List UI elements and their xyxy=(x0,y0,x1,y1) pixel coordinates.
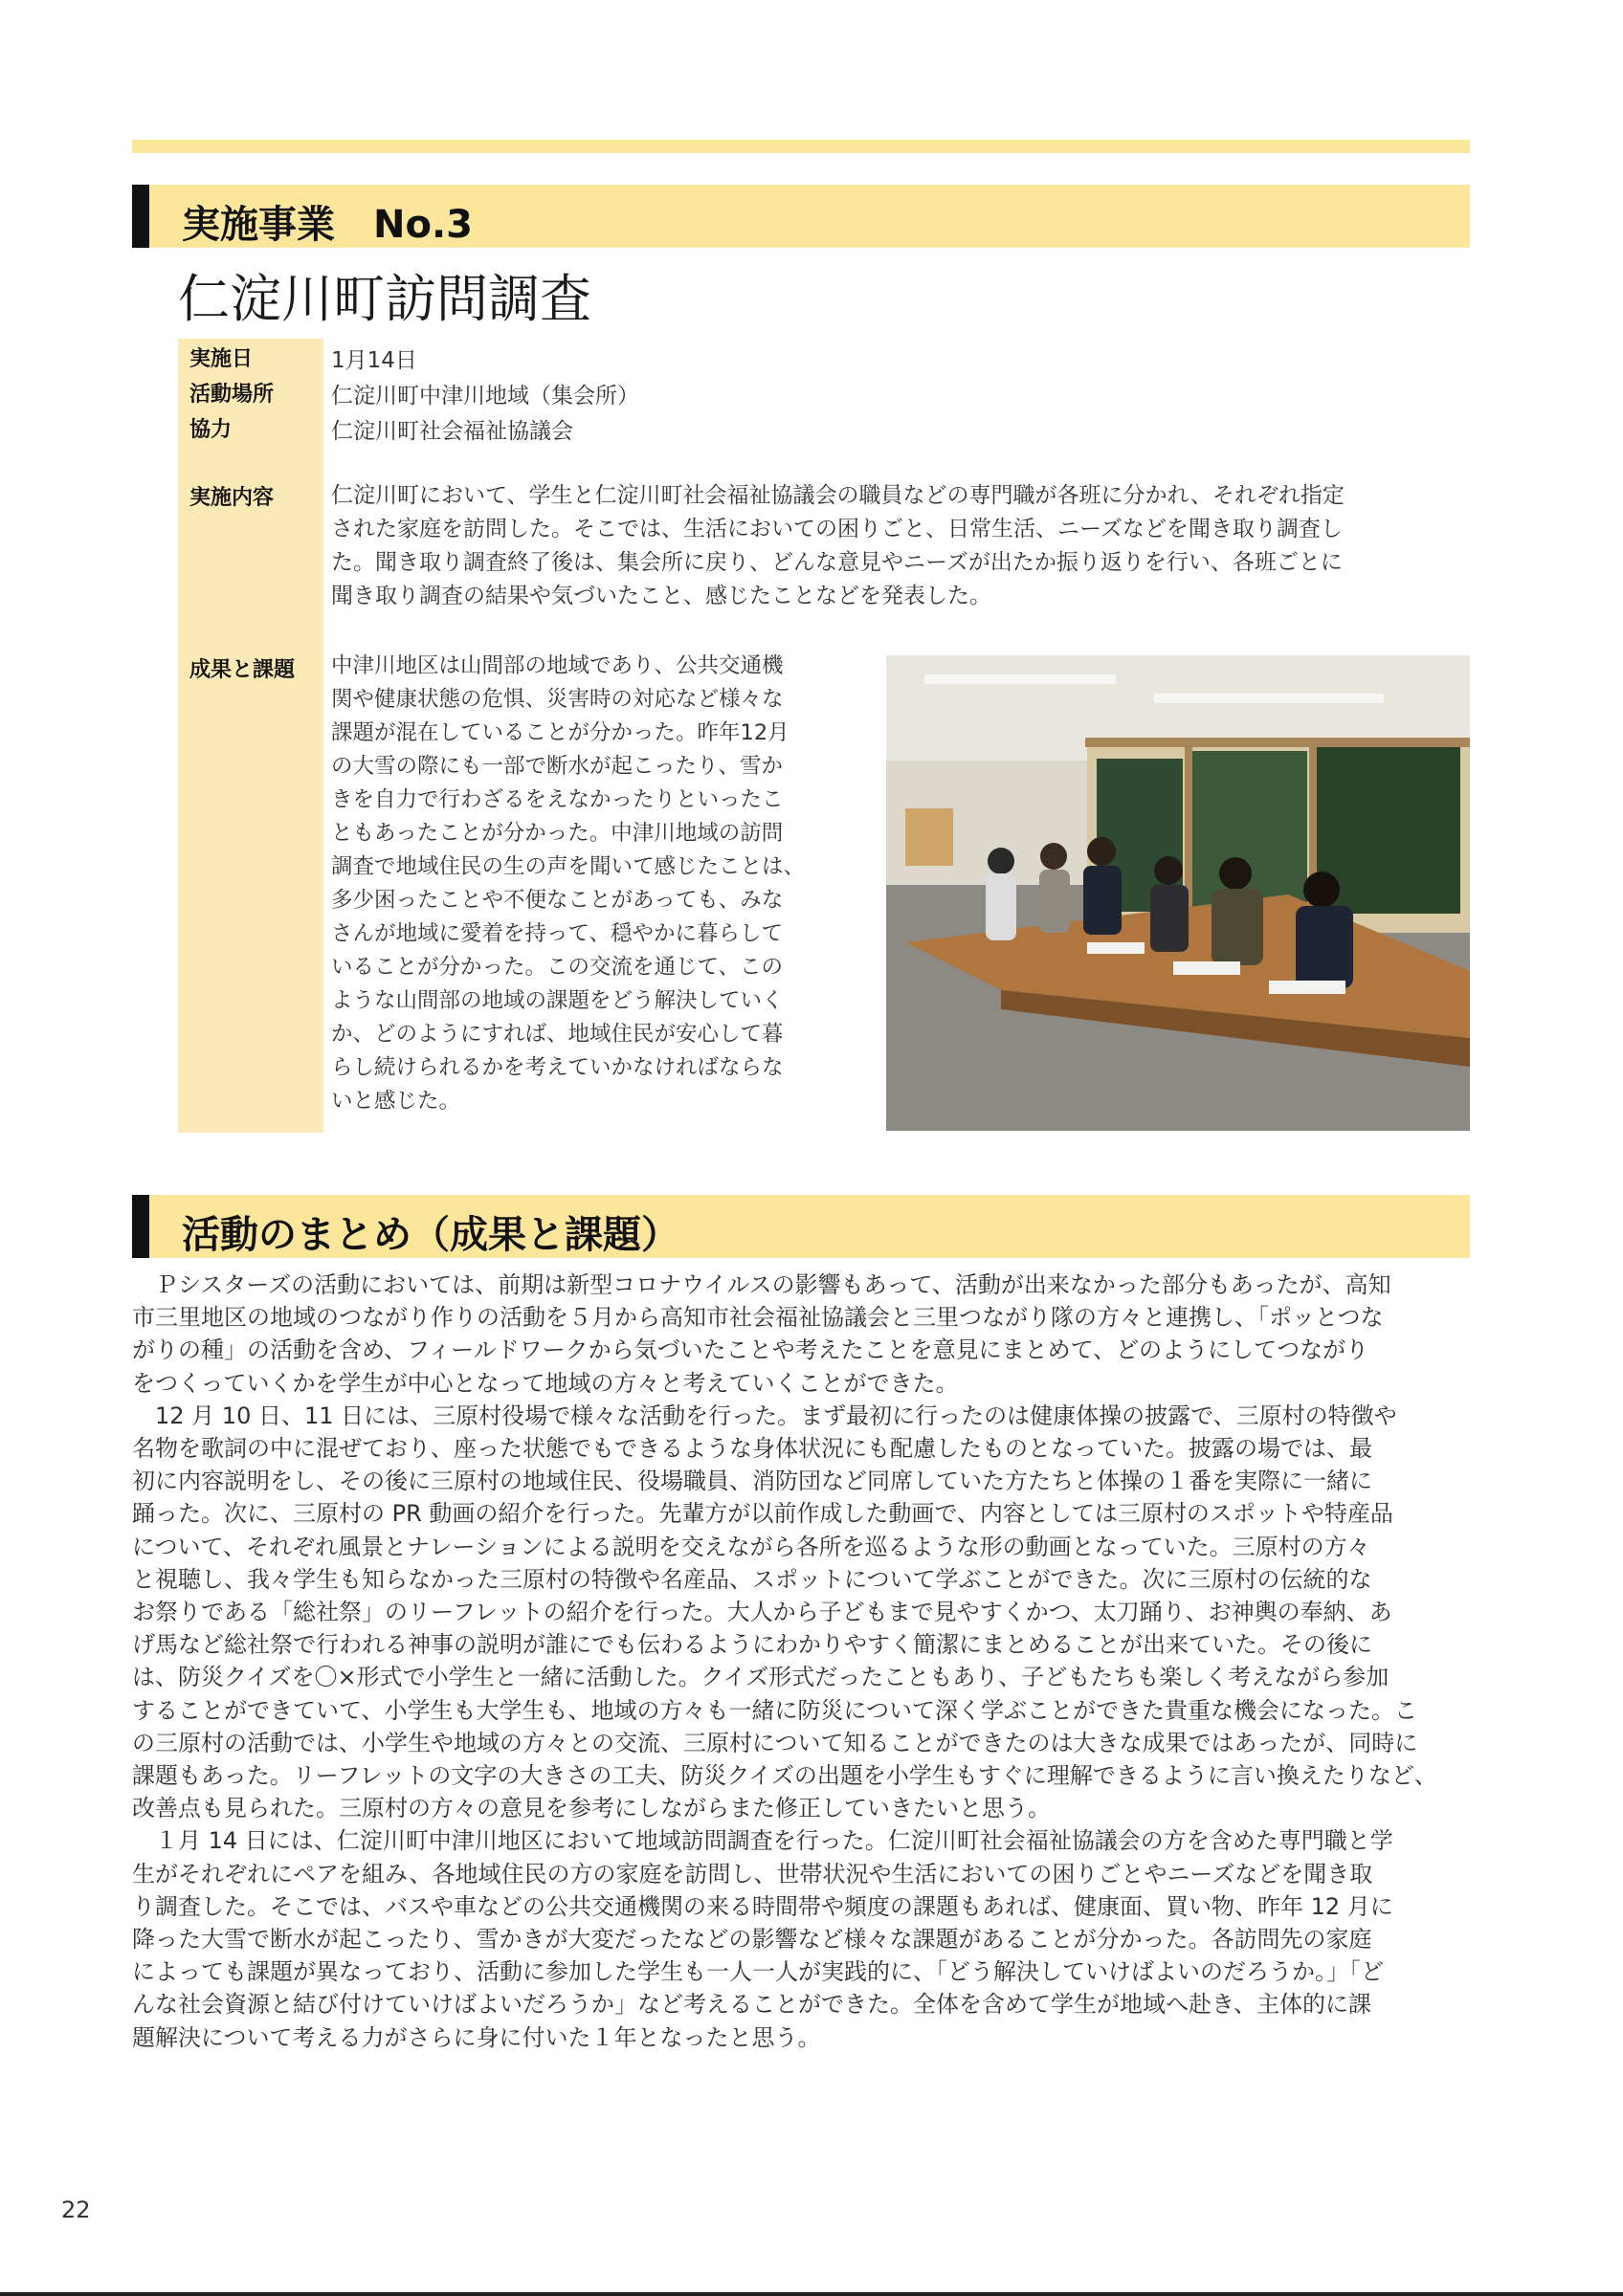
location-value: 仁淀川町中津川地域（集会所） xyxy=(331,384,639,408)
label-column xyxy=(178,339,323,1133)
activity-photo xyxy=(886,655,1470,1131)
location-label: 活動場所 xyxy=(189,383,275,407)
summary-heading: 活動のまとめ（成果と課題） xyxy=(182,1213,679,1257)
summary-heading-bar xyxy=(132,1195,1470,1258)
project-heading-bar xyxy=(132,185,1470,248)
bottom-rule xyxy=(0,2292,1623,2296)
date-value: 1月14日 xyxy=(331,348,417,373)
results-text: 中津川地区は山間部の地域であり、公共交通機 関や健康状態の危惧、災害時の対応など様々な 課題が混在していることが分かった。昨年12月 の大雪の際にも一部で断水が起こったり、雪か きを自力で行わざるをえなかったりといったこ ともあったことが分かった。中津川地域の訪問 調査で地域住民の生の声を聞いて感じたことは、 多少困ったことや不便なことがあっても、みな さんが地域に愛着を持って、穏やかに暮らして いることが分かった。この交流を通じて、この ような山間部の地域の課題をどう解決していく か、どのようにすれば、地域住民が安心して暮 らし続けられるかを考えていかなければならな いと感じた。 xyxy=(331,653,806,1114)
project-heading: 実施事業 No.3 xyxy=(182,203,473,247)
cooperation-label: 協力 xyxy=(189,418,233,442)
content-text: 仁淀川町において、学生と仁淀川町社会福祉協議会の職員などの専門職が各班に分かれ、それぞれ指定 された家庭を訪問した。そこでは、生活においての困りごと、日常生活、ニーズなどを聞き取り調査し た。聞き取り調査終了後は、集会所に戻り、どんな意見やニーズが出たか振り返りを行い、各班ごとに 聞き取り調査の結果や気づいたこと、感じたことなどを発表した。 xyxy=(331,483,1345,608)
results-label: 成果と課題 xyxy=(189,658,296,682)
project-title: 仁淀川町訪問調査 xyxy=(178,269,591,329)
summary-body: Ｐシスターズの活動においては、前期は新型コロナウイルスの影響もあって、活動が出来なかった部分もあったが、高知 市三里地区の地域のつながり作りの活動を５月から高知市社会福祉協議会と三里つながり隊の方々と連携し、「ポッとつな がりの種」の活動を含め、フィールドワークから気づいたことや考えたことを意見にまとめて、どのようにしてつながり をつくっていくかを学生が中心となって地域の方々と考えていくことができた。 12 月 10 日、11 日には、三原村役場で様々な活動を行った。まず最初に行ったのは健康体操の披露で、三原村の特徴や 名物を歌詞の中に混ぜており、座った状態でもできるような身体状況にも配慮したものとなっていた。披露の場では、最 初に内容説明をし、その後に三原村の地域住民、役場職員、消防団など同席していた方たちと体操の１番を実際に一緒に 踊った。次に、三原村の PR 動画の紹介を行った。先輩方が以前作成した動画で、内容としては三原村のスポットや特産品 について、それぞれ風景とナレーションによる説明を交えながら各所を巡るような形の動画となっていた。三原村の方々 と視聴し、我々学生も知らなかった三原村の特徴や名産品、スポットについて学ぶことができた。次に三原村の伝統的な お祭りである「総社祭」のリーフレットの紹介を行った。大人から子どもまで見やすくかつ、太刀踊り、お神輿の奉納、あ げ馬など総社祭で行われる神事の説明が誰にでも伝わるようにわかりやすく簡潔にまとめることが出来ていた。その後に は、防災クイズを〇×形式で小学生と一緒に活動した。クイズ形式だったこともあり、子どもたちも楽しく考えながら参加 することができていて、小学生も大学生も、地域の方々も一緒に防災について深く学ぶことができた貴重な機会になった。こ の三原村の活動では、小学生や地域の方々との交流、三原村について知ることができたのは大きな成果ではあったが、同時に 課題もあった。リーフレットの文字の大きさの工夫、防災クイズの出題を小学生もすぐに理解できるように言い換えたりなど、 改善点も見られた。三原村の方々の意見を参考にしながらまた修正していきたいと思う。 １月 14 日には、仁淀川町中津川地区において地域訪問調査を行った。仁淀川町社会福祉協議会の方を含めた専門職と学 生がそれぞれにペアを組み、各地域住民の方の家庭を訪問し、世帯状況や生活においての困りごとやニーズなどを聞き取 り調査した。そこでは、バスや車などの公共交通機関の来る時間帯や頻度の課題もあれば、健康面、買い物、昨年 12 月に 降った大雪で断水が起こったり、雪かきが大変だったなどの影響など様々な課題があることが分かった。各訪問先の家庭 によっても課題が異なっており、活動に参加した学生も一人一人が実践的に、「どう解決していけばよいのだろうか。」「ど んな社会資源と結び付けていけばよいだろうか」など考えることができた。全体を含めて学生が地域へ赴き、主体的に課 題解決について考える力がさらに身に付いた１年となったと思う。 xyxy=(132,1271,1437,2051)
top-decorative-rule xyxy=(132,140,1470,153)
page-number: 22 xyxy=(61,2197,91,2223)
cooperation-value: 仁淀川町社会福祉協議会 xyxy=(331,419,573,444)
content-label: 実施内容 xyxy=(189,486,275,510)
date-label: 実施日 xyxy=(189,347,254,371)
